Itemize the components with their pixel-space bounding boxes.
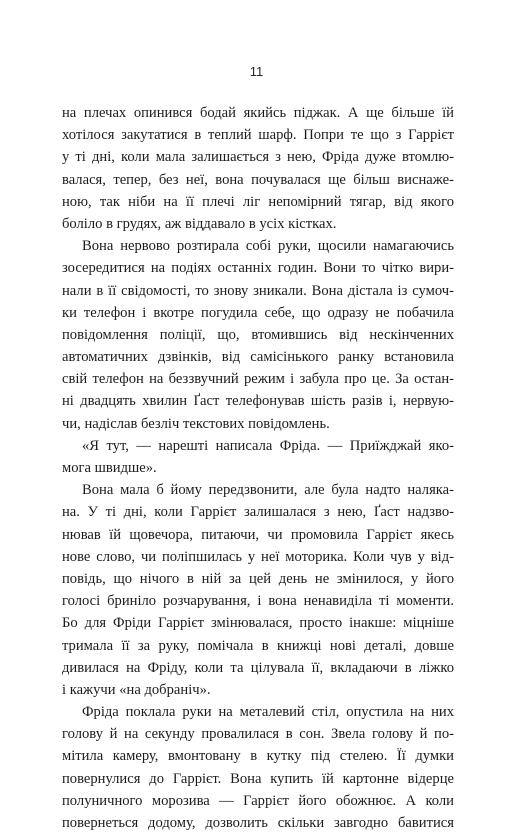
text-line: голосі бриніло розчарування, і вона ненавиділа ті моменти. [62,593,454,610]
text-line: на плечах опинився бодай якийсь піджак. А ще більше їй [62,105,454,121]
page-number: 11 [249,64,264,79]
text-line: нював їй щовечора, питаючи, чи промовила Гаррієт якесь [62,526,454,543]
text-line: тримала її за руку, помічала в книжці нові деталі, довше [62,637,454,654]
text-line: повідомлення поліції, що, втомившись від нескінченних [62,326,454,343]
text-line: полуничного морозива — Гаррієт його обожнює. А коли [62,792,454,809]
text-line: зосередитися на подіях останніх годин. Вони то чітко вири- [62,260,454,277]
text-line: Фріда поклала руки на металевий стіл, опустила на них [82,704,454,721]
text-line: мога швидше». [62,460,157,476]
text-line: нали в її свідомості, то знову зникали. Вона дістала із сумоч- [62,282,454,299]
text-line: на. У ті дні, коли Гаррієт залишалася з нею, Ґаст надзво- [62,504,454,521]
text-line: автоматичних дзвінків, від самісінького ранку встановила [62,349,454,366]
text-line: чи, надіслав безліч текстових повідомлень. [62,415,330,432]
body-text [62,102,454,834]
text-line: ною, так ніби на її плечі ліг непомірний тягар, від якого [62,193,454,210]
text-line: ні двадцять хвилин Ґаст телефонував шість разів і, нервую- [62,393,454,410]
text-line: свій телефон на беззвучний режим і забула про це. За остан- [62,371,454,388]
text-line: нове слово, чи поліпшилась у неї моторика. Коли чув у від- [62,548,454,565]
text-line: дивилася на Фріду, коли та цілувала її, вкладаючи в ліжко [62,659,454,676]
text-line: голову й на секунду провалилася в сон. Звела голову й по- [62,726,454,743]
text-line: повернулися до Гаррієт. Вона купить їй картонне відерце [62,770,454,787]
text-line: Вона нервово розтирала собі руки, щосили намагаючись [82,238,454,255]
text-line: і кажучи «на добраніч». [62,681,211,698]
text-line: хотілося закутатися в теплий шарф. Попри те що з Гаррієт [62,127,454,144]
text-line: ки телефон і вкотре погудила себе, що одразу не побачила [62,304,454,321]
text-line: у ті дні, коли мала залишається з нею, Фріда дуже втомлю- [62,149,454,166]
text-line: Вона мала б йому передзвонити, але була надто наляка- [82,482,454,499]
text-line: мітила камеру, вмонтовану в кутку під стелею. Її думки [62,748,454,765]
text-line: повідь, що нічого в ній за цей день не змінилося, у його [62,570,454,587]
text-line: повернеться додому, дозволить скільки завгодно бавитися [62,815,454,831]
text-line: боліло в грудях, аж віддавало в усіх кістках. [62,215,337,232]
text-line: «Я тут, — нарешті написала Фріда. — Приїжджай яко- [82,437,454,454]
text-line: Бо для Фріди Гаррієт змінювалася, просто інакше: міцніше [62,615,454,632]
text-line: валася, тепер, без неї, вона почувалася ще більш виснаже- [62,171,454,188]
